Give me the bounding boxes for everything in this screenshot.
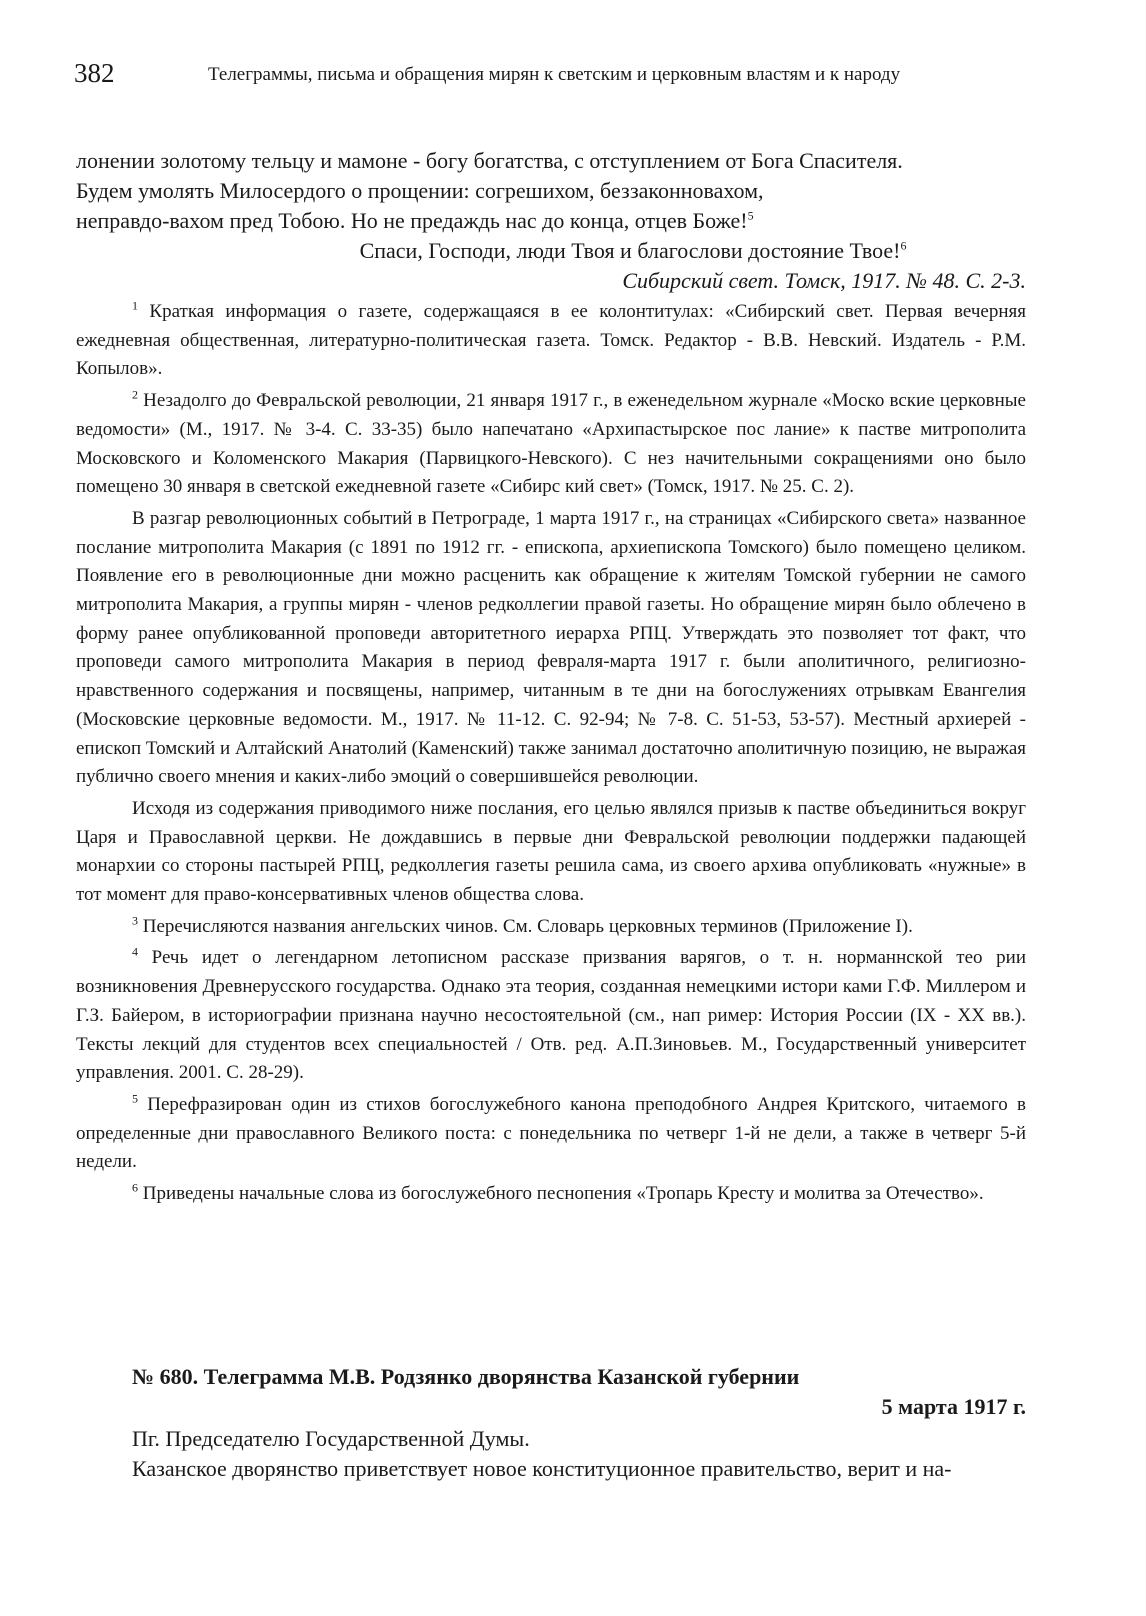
footnote-text: Речь идет о легендарном летописном рассказе призвания варягов, о т. н. норманнской тео рии возникновения Древнерусского государства. Однако эта теория, созданная немецкими истори ками Г.Ф. Миллером и Г.З. Байером, в историографии признана научно несостоятельной (см., нап ример: История России (IX - XX вв.). Тексты лекций для студентов всех специальностей / Отв. ред. А.П.Зиновьев. М., Государственный университет управления. 2001. С. 28-29). bbox=[76, 947, 1026, 1084]
footnote-number: 4 bbox=[132, 945, 138, 960]
footnote-ref: 6 bbox=[900, 238, 907, 253]
footnote-text: Незадолго до Февральской революции, 21 января 1917 г., в еженедельном журнале «Моско вские церковные ведомости» (М., 1917. № 3-4. С. 33-35) было напечатано «Архипастырское пос лание» к пастве митрополита Московского и Коломенского Макария (Парвицкого-Невского). С нез начительными сокращениями оно было помещено 30 января в светской ежедневной газете «Сибирс кий свет» (Томск, 1917. № 25. С. 2). bbox=[76, 390, 1026, 498]
page-header bbox=[74, 58, 1054, 98]
document-680 bbox=[76, 1362, 1026, 1484]
document-title: № 680. Телеграмма М.В. Родзянко дворянства Казанской губернии bbox=[132, 1364, 800, 1389]
source-citation: Сибирский свет. Томск, 1917. № 48. С. 2-3. bbox=[622, 268, 1026, 293]
footnote-4 bbox=[76, 944, 1026, 1088]
document-date: 5 марта 1917 г. bbox=[881, 1394, 1026, 1419]
commentary-paragraph: Исходя из содержания приводимого ниже послания, его целью являлся призыв к пастве объединиться вокруг Царя и Православной церкви. Не дождавшись в первые дни Февральской революции поддержки падающей монархии со стороны пастырей РПЦ, редколлегия газеты решила сама, из своего архива опубликовать «нужные» в тот момент для право-консервативных членов общества слова. bbox=[76, 797, 1026, 906]
footnote-ref: 5 bbox=[747, 208, 754, 223]
footnote-number: 2 bbox=[132, 387, 138, 402]
footnote-1 bbox=[76, 298, 1026, 384]
footnote-text: Краткая информация о газете, содержащаяся в ее колонтитулах: «Сибирский свет. Первая вечерняя ежедневная общественная, литературно-политическая газета. Томск. Редактор - В.В. Невский. Издатель - Р.М. Копылов». bbox=[76, 301, 1026, 380]
main-text bbox=[76, 146, 1070, 296]
footnote-text: Перефразирован один из стихов богослужебного канона преподобного Андрея Критского, читаемого в определенные дни православного Великого поста: с понедельника по четверг 1-й не дели, а также в четверг 5-й недели. bbox=[76, 1093, 1026, 1173]
text-line: лонении золотому тельцу и мамоне - богу богатства, с отступлением от Бога Спасителя. bbox=[76, 148, 903, 173]
prayer-line bbox=[76, 236, 1070, 266]
footnote-number: 3 bbox=[132, 913, 138, 928]
footnote-6 bbox=[76, 1180, 1026, 1209]
footnote-number: 6 bbox=[132, 1180, 138, 1195]
footnote-2 bbox=[76, 387, 1026, 502]
document-address: Пг. Председателю Государственной Думы. bbox=[132, 1426, 530, 1451]
footnote-3 bbox=[76, 913, 1026, 942]
running-title: Телеграммы, письма и обращения мирян к светским и церковным властям и к народу bbox=[208, 64, 901, 85]
notes-section bbox=[76, 298, 1026, 1209]
footnote-number: 1 bbox=[132, 298, 138, 313]
commentary-paragraph: В разгар революционных событий в Петрограде, 1 марта 1917 г., на страницах «Сибирского света» названное послание митрополита Макария (с 1891 по 1912 гг. - епископа, архиепископа Томского) было помещено целиком. Появление его в революционные дни можно расценить как обращение к жителям Томской губернии не самого митрополита Макария, а группы мирян - членов редколлегии правой газеты. Но обращение мирян было облечено в форму ранее опубликованной проповеди авторитетного иерарха РПЦ. Утверждать это позволяет тот факт, что проповеди самого митрополита Макария в период февраля-марта 1917 г. были аполитичного, религиозно-нравственного содержания и посвящены, например, читанным в те дни на богослужениях отрывкам Евангелия (Московские церковные ведомости. М., 1917. № 11-12. С. 92-94; № 7-8. С. 51-53, 53-57). Местный архиерей - епископ Томский и Алтайский Анатолий (Каменский) также занимал достаточно аполитичную позицию, не выражая публично своего мнения и каких-либо эмоций о совершившейся революции. bbox=[76, 507, 1026, 788]
page-number: 382 bbox=[74, 58, 115, 88]
text-line bbox=[76, 206, 1070, 236]
text-line-content: неправдо-вахом пред Тобою. Но не предаждь нас до конца, отцев Боже! bbox=[76, 208, 748, 233]
prayer-text: Спаси, Господи, люди Твоя и благослови достояние Твое! bbox=[359, 238, 901, 263]
footnote-number: 5 bbox=[132, 1091, 138, 1106]
footnote-text: Приведены начальные слова из богослужебного песнопения «Тропарь Кресту и молитва за Отечество». bbox=[138, 1183, 984, 1205]
footnote-text: Перечисляются названия ангельских чинов. См. Словарь церковных терминов (Приложение I). bbox=[138, 915, 913, 937]
document-body: Казанское дворянство приветствует новое конституционное правительство, верит и на- bbox=[132, 1456, 952, 1481]
footnote-5 bbox=[76, 1091, 1026, 1177]
text-line: Будем умолять Милосердого о прощении: согрешихом, беззаконновахом, bbox=[76, 178, 764, 203]
